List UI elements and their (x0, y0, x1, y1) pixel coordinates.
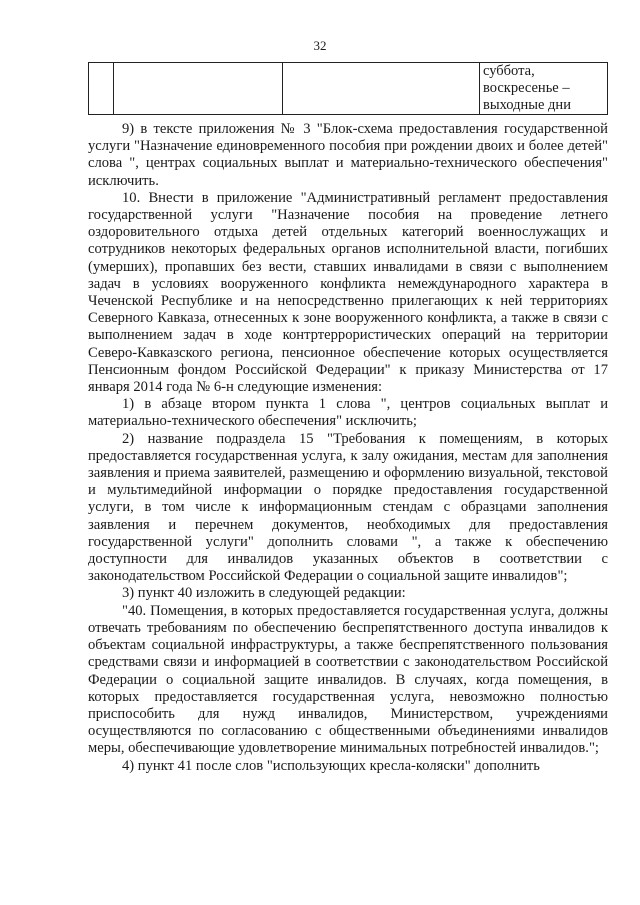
paragraph-subitem-3: 3) пункт 40 изложить в следующей редакции: (122, 585, 406, 602)
table-cell-empty (283, 63, 480, 115)
paragraph-subitem-4: 4) пункт 41 после слов "использующих кресла-коляски" дополнить (122, 757, 540, 774)
paragraph-item-9: 9) в тексте приложения № 3 "Блок-схема предоставления государственной услуги "Назначение единовременного пособия при рождении двоих и более детей" слова ", центрах социальных выплат и материально-технического обеспечения" исключить. (88, 121, 608, 189)
schedule-line: суббота, (483, 63, 535, 79)
paragraph-subitem-1: 1) в абзаце втором пункта 1 слова ", центров социальных выплат и материально-технического обеспечения" исключить; (88, 396, 608, 430)
table-cell-schedule (480, 63, 608, 115)
page-number: 32 (313, 38, 327, 53)
table-fragment (88, 62, 608, 115)
table-row (89, 63, 608, 115)
paragraph-point-40: "40. Помещения, в которых предоставляется государственная услуга, должны отвечать требованиям по обеспечению беспрепятственного доступа инвалидов к объектам социальной инфраструктуры, а также беспрепятственного пользования средствами связи и информацией в соответствии с законодательством Российской Федерации о социальной защите инвалидов. В случаях, когда помещения, в которых предоставляется государственная услуга, невозможно полностью приспособить для нужд инвалидов, Министерством, учреждениями осуществляются по согласованию с общественными объединениями инвалидов меры, обеспечивающие удовлетворение минимальных потребностей инвалидов."; (88, 602, 608, 757)
schedule-line: выходные дни (483, 97, 571, 113)
paragraph-item-10: 10. Внести в приложение "Административный регламент предоставления государственной услуги "Назначение пособия на проведение летнего оздоровительного отдыха детей отдельных категорий военнослужащих и сотрудников некоторых федеральных органов исполнительной власти, погибших (умерших), пропавших без вести, ставших инвалидами в связи с выполнением задач в условиях вооруженного конфликта немеждународного характера в Чеченской Республике и на непосредственно прилегающих к ней территориях Северного Кавказа, отнесенных к зоне вооруженного конфликта, а также в связи с выполнением задач в ходе контртеррористических операций на территории Северо-Кавказского региона, пенсионное обеспечение которых осуществляется Пенсионным фондом Российской Федерации" к приказу Министерства от 17 января 2014 года № 6-н следующие изменения: (88, 189, 608, 396)
table-cell-empty (89, 63, 114, 115)
document-body (88, 121, 608, 775)
schedule-line: воскресенье – (483, 80, 570, 96)
table-cell-empty (114, 63, 283, 115)
paragraph-subitem-2: 2) название подраздела 15 "Требования к помещениям, в которых предоставляется государственная услуга, к залу ожидания, местам для заполнения заявления и приема заявителей, размещению и оформлению визуальной, текстовой и мультимедийной информации о порядке предоставления государственной услуги, в том числе к информационным стендам с образцами заполнения заявления и перечнем документов, необходимых для предоставления государственной услуги" дополнить словами ", а также к обеспечению доступности для инвалидов указанных объектов в соответствии с законодательством Российской Федерации о социальной защите инвалидов"; (88, 430, 608, 585)
